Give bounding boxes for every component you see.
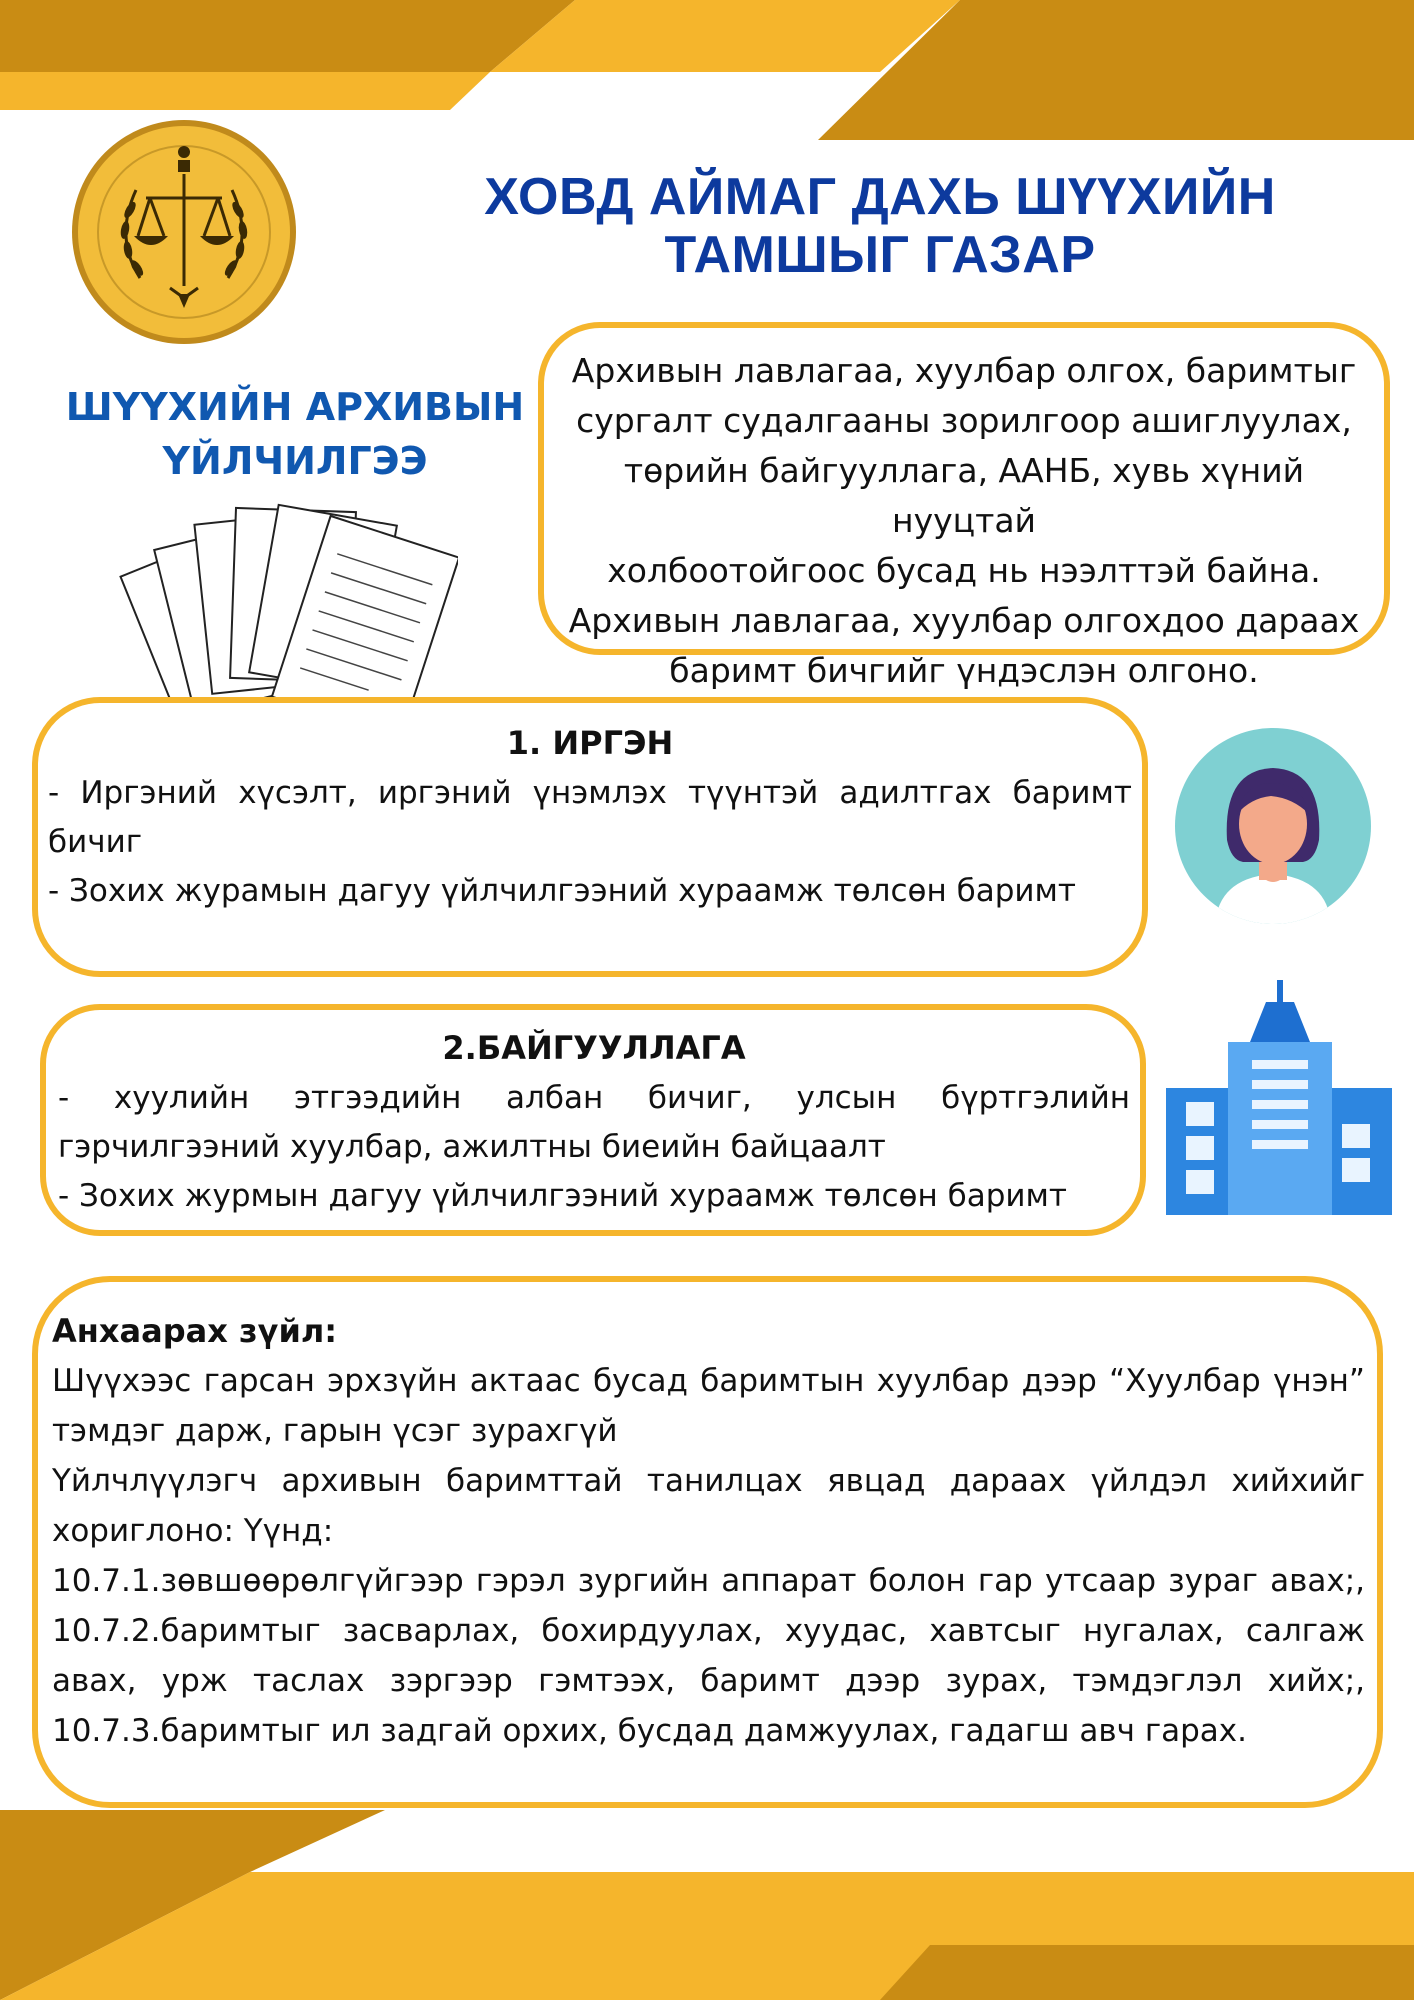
intro-line: Архивын лавлагаа, хуулбар олгохдоо дараах: [568, 601, 1360, 640]
bottom-decorative-band: [0, 1810, 1414, 2000]
notice-paragraph-rules: 10.7.1.зөвшөөрөлгүйгээр гэрэл зургийн аппарат болон гар утсаар зураг авах;, 10.7.2.баримтыг засварлах, бохирдуулах, хуудас, хавтсыг нугалах, салгаж авах, урж таслах зэргээр гэмтээх, баримт дээр зурах, тэмдэглэл хийх;, 10.7.3.баримтыг ил задгай орхих, бусдад дамжуулах, гадагш авч гарах.: [52, 1563, 1365, 1749]
section-title-line1: ШҮҮХИЙН АРХИВЫН: [65, 385, 525, 429]
organization-card: [40, 1004, 1146, 1236]
notice-box: [32, 1276, 1383, 1808]
citizen-requirement-1: - Иргэний хүсэлт, иргэний үнэмлэх түүнтэй адилтгах баримт бичиг: [48, 775, 1132, 860]
organization-requirement-2: - Зохих журмын дагуу үйлчилгээний хураамж төлсөн баримт: [58, 1178, 1067, 1214]
citizen-card-title: 1. ИРГЭН: [506, 724, 674, 762]
person-avatar-icon: [1175, 728, 1371, 924]
court-scales-emblem-icon: [70, 118, 298, 346]
intro-line: холбоотойгоос бусад нь нээлттэй байна.: [607, 551, 1321, 590]
notice-title: Анхаарах зүйл:: [52, 1312, 338, 1350]
page-title: [430, 168, 1330, 284]
citizen-requirement-2: - Зохих журамын дагуу үйлчилгээний хураамж төлсөн баримт: [48, 873, 1076, 909]
section-title-line2: ҮЙЛЧИЛГЭЭ: [162, 439, 428, 483]
intro-line: сургалт судалгааны зорилгоор ашиглуулах,: [576, 401, 1352, 440]
page-title-line2: ТАМШЫГ ГАЗАР: [664, 226, 1096, 284]
intro-box: [538, 322, 1390, 690]
organization-card-title: 2.БАЙГУУЛЛАГА: [442, 1029, 746, 1067]
page-title-line1: ХОВД АЙМАГ ДАХЬ ШҮҮХИЙН: [484, 168, 1276, 226]
intro-line: Архивын лавлагаа, хуулбар олгох, баримтыг: [571, 351, 1357, 390]
citizen-card: [32, 697, 1148, 977]
office-building-icon: [1166, 980, 1392, 1215]
organization-requirement-1: - хуулийн этгээдийн албан бичиг, улсын бүртгэлийн гэрчилгээний хуулбар, ажилтны биеийн байцаалт: [58, 1080, 1130, 1165]
notice-paragraph-copy: Шүүхээс гарсан эрхзүйн актаас бусад баримтын хуулбар дээр “Хуулбар үнэн” тэмдэг дарж, гарын үсэг зурахгүй: [52, 1363, 1365, 1449]
intro-line: төрийн байгууллага, ААНБ, хувь хүний нууцтай: [623, 451, 1305, 540]
intro-line: баримт бичгийг үндэслэн олгоно.: [669, 651, 1259, 690]
section-title: [55, 380, 535, 488]
notice-paragraph-prohibition: Үйлчлүүлэгч архивын баримттай танилцах явцад дараах үйлдэл хийхийг хориглоно: Үүнд:: [52, 1463, 1365, 1549]
